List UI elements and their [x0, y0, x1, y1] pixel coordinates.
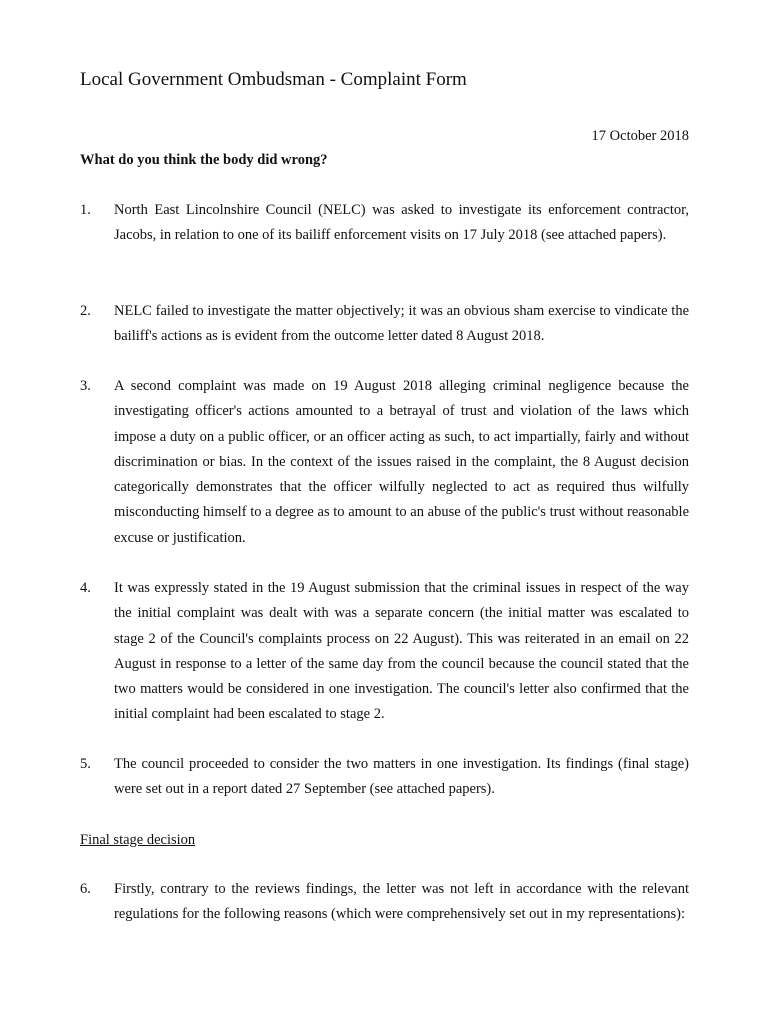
numbered-paragraph-6	[80, 877, 689, 928]
document-title: Local Government Ombudsman - Complaint Form	[80, 69, 467, 90]
paragraph-number: 1.	[80, 202, 91, 218]
paragraph-number: 2.	[80, 303, 91, 319]
paragraph-text: The council proceeded to consider the two matters in one investigation. Its findings (final stage) were set out in a report dated 27 September (see attached papers).	[114, 756, 689, 798]
section-heading: Final stage decision	[80, 832, 196, 848]
question-heading: What do you think the body did wrong?	[80, 152, 328, 168]
paragraph-number: 4.	[80, 580, 91, 596]
numbered-paragraph-2	[80, 299, 689, 350]
numbered-paragraph-4	[80, 576, 689, 728]
paragraph-text: A second complaint was made on 19 August 2018 alleging criminal negligence because the investigating officer's actions amounted to a betrayal of trust and violation of the laws which impose a duty on a public officer, or an officer acting as such, to act impartially, fairly and without discrimination or bias. In the context of the issues raised in the complaint, the 8 August decision categorically demonstrates that the officer wilfully neglected to act as required thus wilfully misconducting himself to a degree as to amount to an abuse of the public's trust without reasonable excuse or justification.	[114, 378, 689, 546]
paragraph-number: 5.	[80, 756, 91, 772]
numbered-paragraph-5	[80, 752, 689, 803]
numbered-paragraph-1	[80, 198, 689, 249]
paragraph-text: NELC failed to investigate the matter objectively; it was an obvious sham exercise to vindicate the bailiff's actions as is evident from the outcome letter dated 8 August 2018.	[114, 303, 689, 345]
paragraph-number: 6.	[80, 881, 91, 897]
paragraph-text: Firstly, contrary to the reviews findings, the letter was not left in accordance with the relevant regulations for the following reasons (which were comprehensively set out in my representations):	[114, 881, 689, 923]
numbered-paragraph-3	[80, 374, 689, 551]
paragraph-text: It was expressly stated in the 19 August submission that the criminal issues in respect of the way the initial complaint was dealt with was a separate concern (the initial matter was escalated to stage 2 of the Council's complaints process on 22 August). This was reiterated in an email on 22 August in response to a letter of the same day from the council because the council stated that the two matters would be considered in one investigation. The council's letter also confirmed that the initial complaint had been escalated to stage 2.	[114, 580, 689, 723]
paragraph-text: North East Lincolnshire Council (NELC) was asked to investigate its enforcement contractor, Jacobs, in relation to one of its bailiff enforcement visits on 17 July 2018 (see attached papers).	[114, 202, 689, 244]
paragraph-number: 3.	[80, 378, 91, 394]
document-date: 17 October 2018	[591, 128, 689, 144]
